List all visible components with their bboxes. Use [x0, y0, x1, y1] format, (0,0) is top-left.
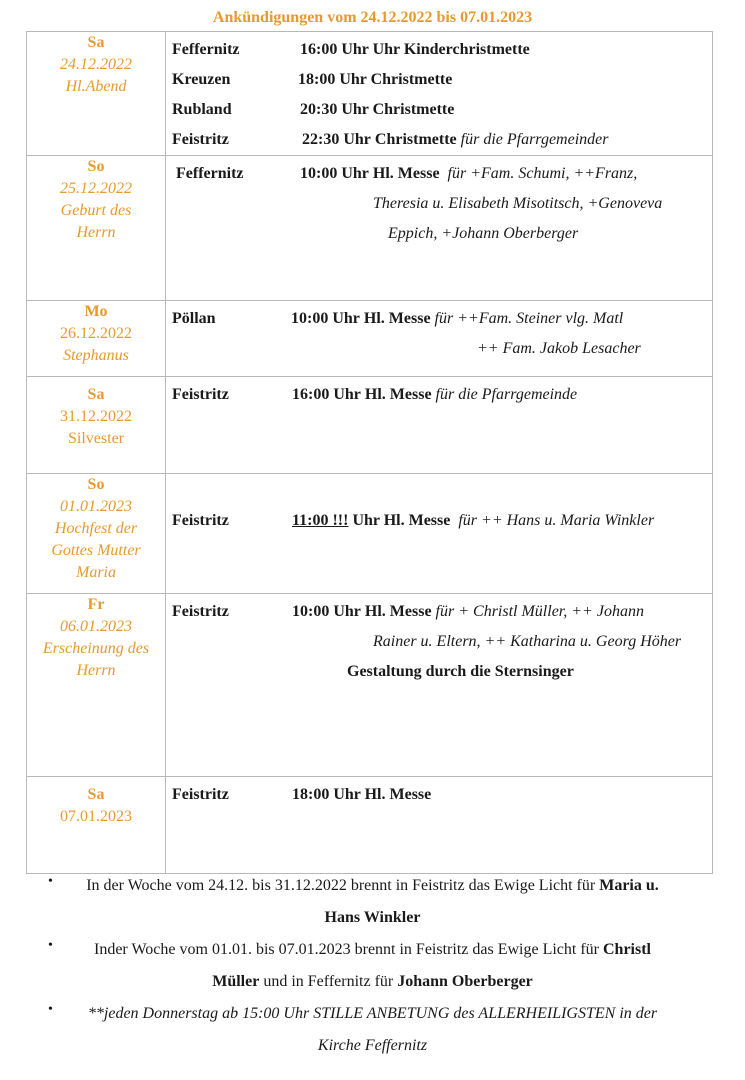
event: Hl. Messe — [372, 165, 440, 182]
note-text: Inder Woche vom 01.01. bis 07.01.2023 brennt in Feistritz das Ewige Licht für — [94, 941, 599, 958]
intention: für + Christl Müller, ++ Johann — [435, 603, 644, 620]
intention: für +Fam. Schumi, ++Franz, — [447, 165, 638, 182]
table-row — [27, 301, 713, 377]
day-cell — [27, 594, 166, 777]
time: 18:00 Uhr — [298, 71, 367, 88]
service-cell — [166, 377, 713, 474]
time: 18:00 Uhr — [292, 786, 361, 803]
weekday: Sa — [87, 786, 105, 803]
place: Feffernitz — [176, 165, 244, 182]
intention: für die Pfarrgemeinde — [435, 386, 578, 403]
bullet-icon: • — [48, 1002, 53, 1017]
note-line — [0, 972, 745, 992]
day-cell — [27, 777, 166, 874]
service-cell — [166, 594, 713, 777]
note-text: und in Feffernitz für — [263, 973, 394, 990]
table-row — [27, 377, 713, 474]
place: Feistritz — [172, 386, 229, 403]
intention-line: Theresia u. Elisabeth Misotitsch, +Genoveva — [373, 195, 663, 212]
feast: Hochfest der Gottes Mutter Maria — [51, 520, 141, 581]
event: Christmette — [370, 71, 453, 88]
service-cell — [166, 156, 713, 301]
note-highlight: Johann Oberberger — [397, 973, 533, 990]
intention: für ++ Hans u. Maria Winkler — [458, 512, 655, 529]
service-cell — [166, 32, 713, 156]
time: 16:00 Uhr — [292, 386, 361, 403]
weekday: Fr — [87, 596, 105, 613]
place: Rubland — [172, 101, 232, 118]
date: 31.12.2022 — [60, 408, 132, 425]
feast: Erscheinung des Herrn — [42, 640, 150, 679]
day-cell — [27, 156, 166, 301]
place: Kreuzen — [172, 71, 231, 88]
service-text — [291, 309, 623, 329]
note-highlight: Christl — [603, 941, 651, 958]
service-text — [300, 100, 454, 120]
service-text — [298, 70, 452, 90]
weekday: So — [87, 476, 105, 493]
place: Feistritz — [172, 131, 229, 148]
intention-line: Rainer u. Eltern, ++ Katharina u. Georg Höher — [373, 633, 682, 650]
service-note: Gestaltung durch die Sternsinger — [347, 663, 574, 680]
service-text — [300, 164, 637, 184]
weekday: Sa — [87, 34, 105, 51]
time: 16:00 Uhr — [300, 41, 369, 58]
date: 24.12.2022 — [60, 56, 132, 73]
time: 22:30 Uhr — [302, 131, 371, 148]
date: 06.01.2023 — [60, 618, 132, 635]
note-highlight: Müller — [212, 973, 260, 990]
note-highlight: Maria u. — [599, 877, 659, 894]
service-text — [300, 40, 530, 60]
feast: Geburt des Herrn — [60, 202, 132, 241]
page-title: Ankündigungen vom 24.12.2022 bis 07.01.2023 — [212, 9, 533, 26]
table-row — [27, 474, 713, 594]
event: Hl. Messe — [363, 310, 431, 327]
weekday: Mo — [84, 303, 108, 320]
feast: Silvester — [68, 430, 124, 447]
bullet-icon: • — [48, 874, 53, 889]
feast: Hl.Abend — [65, 78, 127, 95]
note-line: Hans Winkler — [324, 909, 421, 926]
time: 20:30 Uhr — [300, 101, 369, 118]
intention: für ++Fam. Steiner vlg. Matl — [434, 310, 624, 327]
table-row — [27, 156, 713, 301]
time: 10:00 Uhr — [300, 165, 369, 182]
time: 10:00 Uhr — [291, 310, 360, 327]
event: Hl. Messe — [364, 386, 432, 403]
day-cell — [27, 32, 166, 156]
date: 07.01.2023 — [60, 808, 132, 825]
intention-line: Eppich, +Johann Oberberger — [388, 225, 579, 242]
intention-line: ++ Fam. Jakob Lesacher — [477, 340, 641, 357]
schedule-table — [26, 31, 713, 874]
service-cell — [166, 777, 713, 874]
note-line — [0, 940, 745, 960]
day-cell — [27, 377, 166, 474]
place: Pöllan — [172, 310, 216, 327]
place: Feistritz — [172, 786, 229, 803]
event: Christmette — [374, 131, 457, 148]
event: Uhr Kinderchristmette — [372, 41, 530, 58]
service-cell — [166, 301, 713, 377]
day-cell — [27, 474, 166, 594]
place: Feistritz — [172, 603, 229, 620]
service-text — [292, 785, 431, 805]
event: Christmette — [372, 101, 455, 118]
note-line: Kirche Feffernitz — [317, 1037, 428, 1054]
time: 10:00 Uhr — [292, 603, 361, 620]
service-cell — [166, 474, 713, 594]
service-text — [292, 511, 654, 531]
feast: Stephanus — [63, 347, 129, 364]
note-text: In der Woche vom 24.12. bis 31.12.2022 brennt in Feistritz das Ewige Licht für — [86, 877, 596, 894]
event: Uhr Hl. Messe — [352, 512, 451, 529]
date: 26.12.2022 — [60, 325, 132, 342]
table-row — [27, 32, 713, 156]
place: Feffernitz — [172, 41, 240, 58]
day-cell — [27, 301, 166, 377]
bullet-icon: • — [48, 938, 53, 953]
event: Hl. Messe — [364, 786, 432, 803]
event: Hl. Messe — [364, 603, 432, 620]
intention: für die Pfarrgemeinder — [460, 131, 609, 148]
date: 25.12.2022 — [60, 180, 132, 197]
service-text — [302, 130, 608, 150]
date: 01.01.2023 — [60, 498, 132, 515]
place: Feistritz — [172, 512, 229, 529]
time: 11:00 !!! — [292, 512, 349, 529]
service-text — [292, 602, 644, 622]
table-row — [27, 594, 713, 777]
note-line: **jeden Donnerstag ab 15:00 Uhr STILLE ANBETUNG des ALLERHEILIGSTEN in der — [87, 1005, 658, 1022]
note-line — [0, 876, 745, 896]
weekday: So — [87, 158, 105, 175]
service-text — [292, 385, 577, 405]
table-row — [27, 777, 713, 874]
weekday: Sa — [87, 386, 105, 403]
